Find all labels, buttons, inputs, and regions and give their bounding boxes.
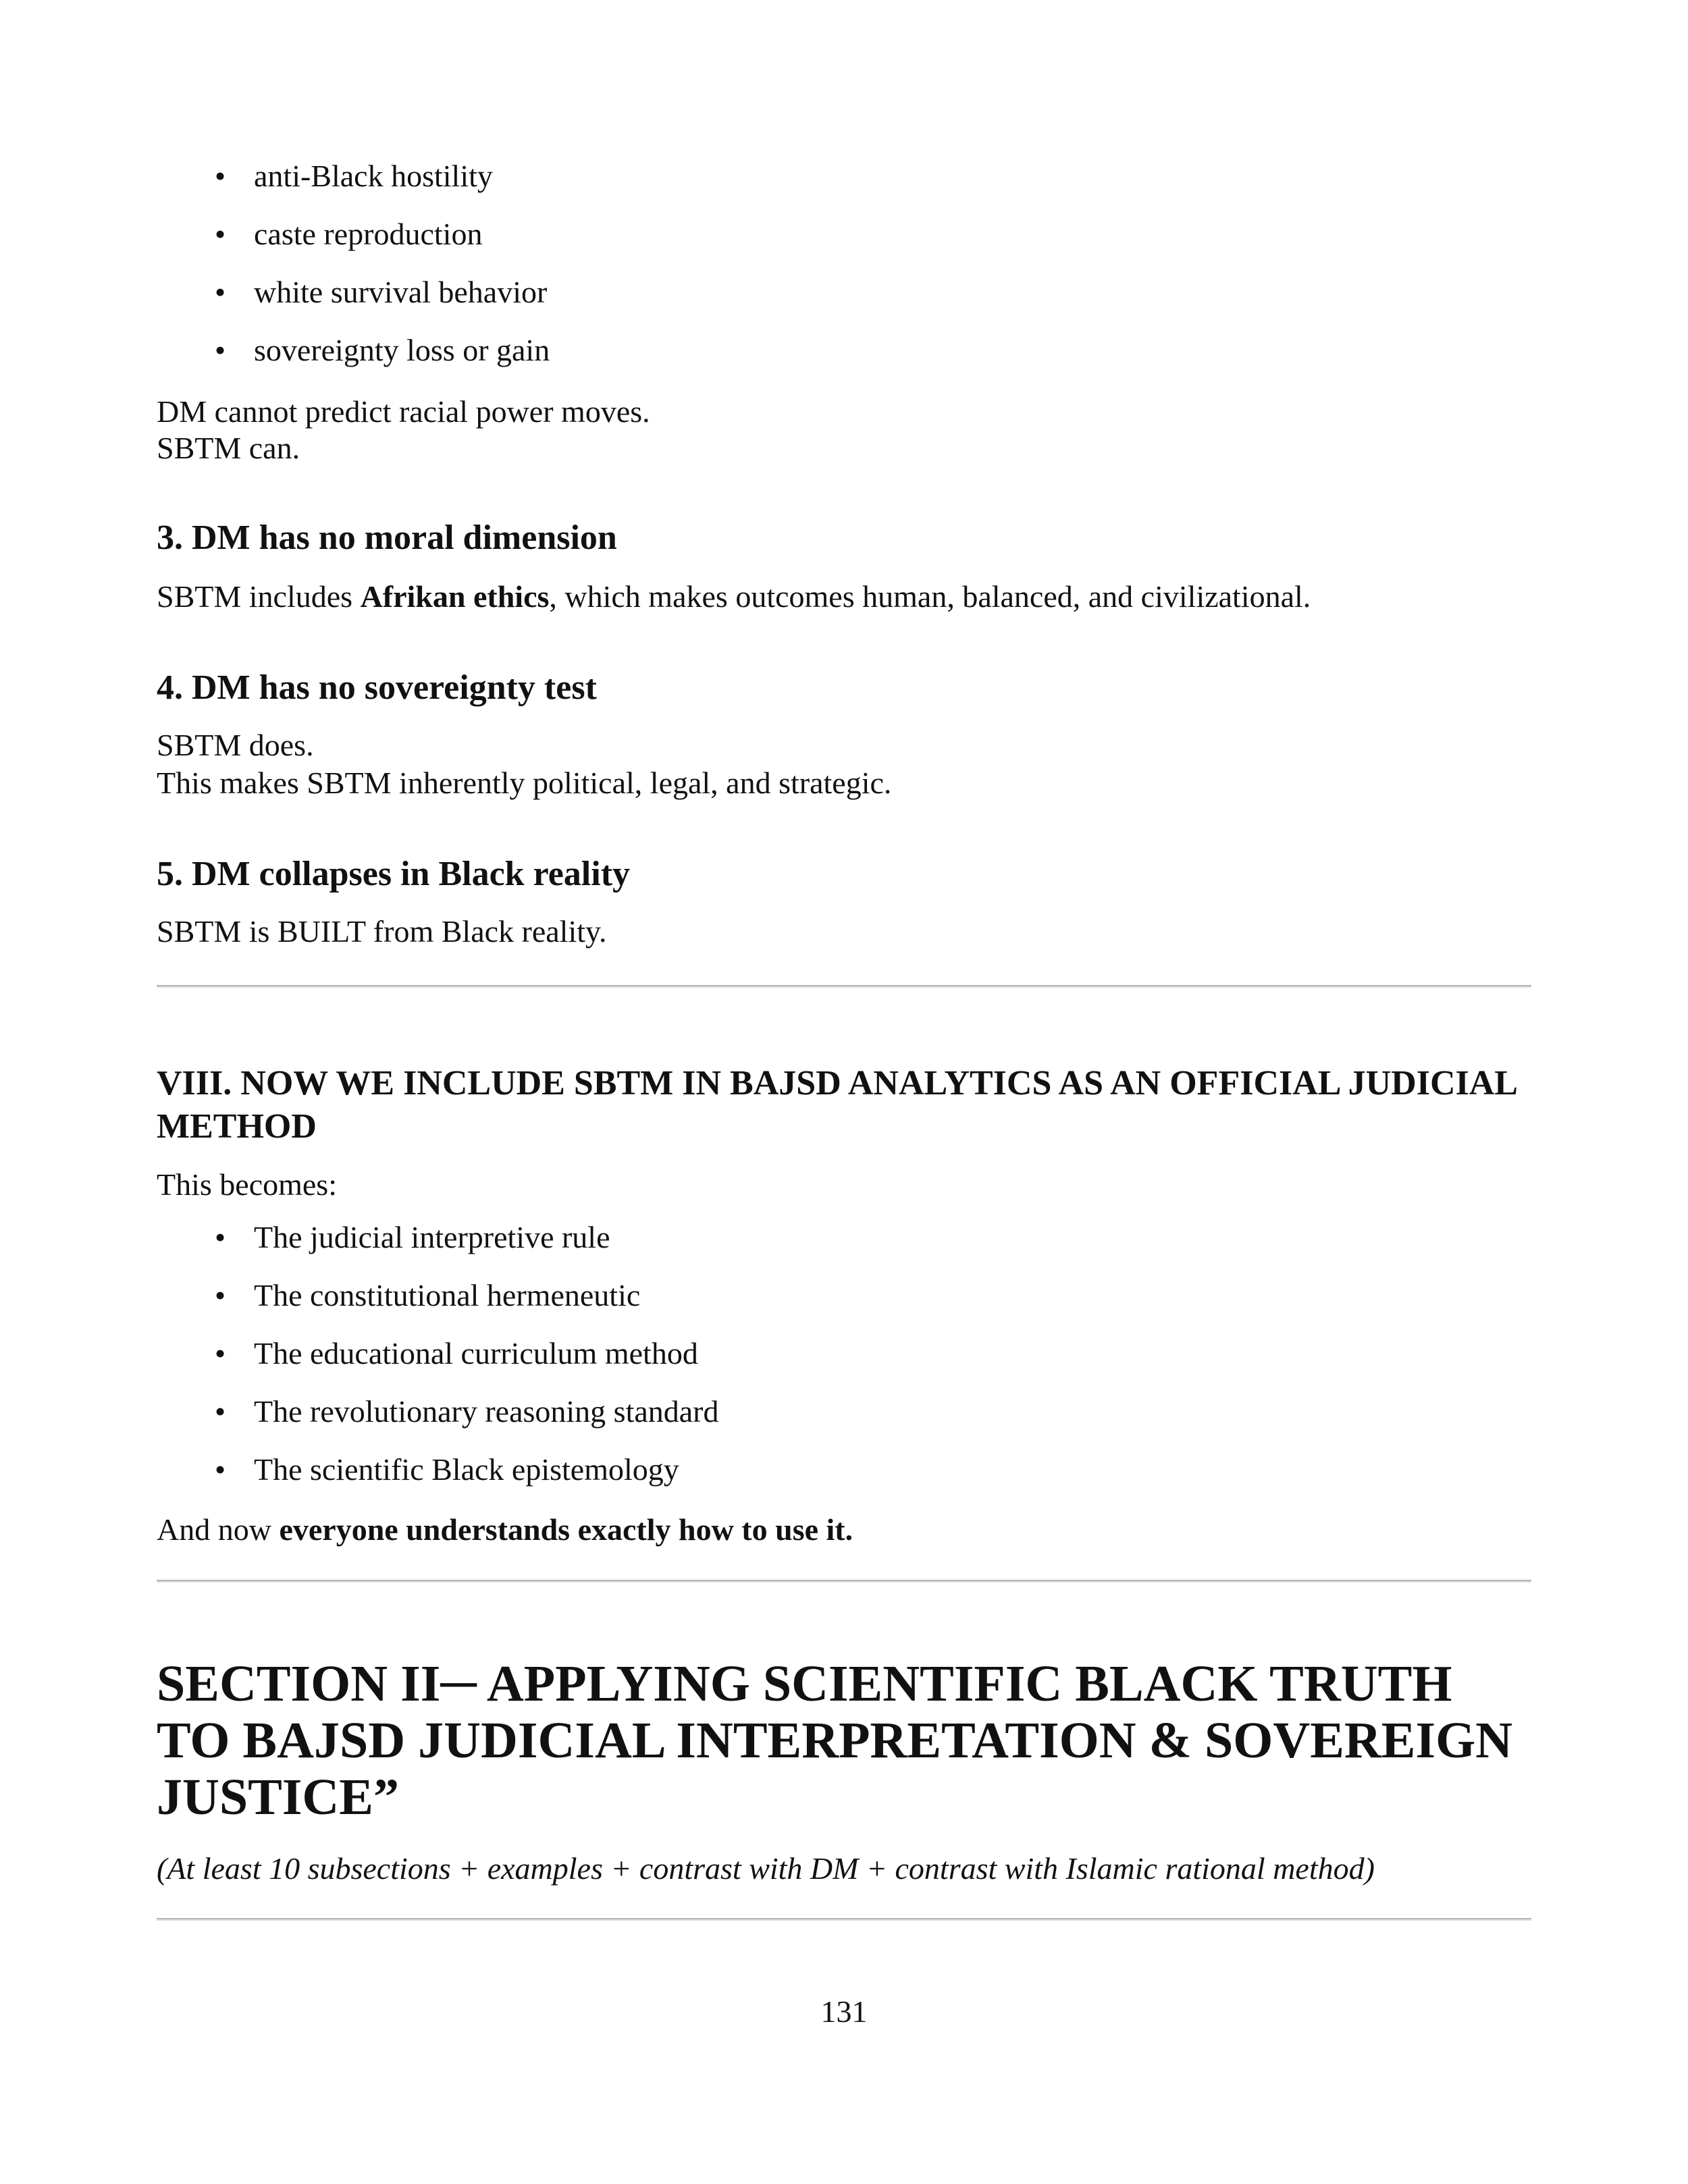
list-item xyxy=(157,205,1531,263)
list-item-text: The revolutionary reasoning standard xyxy=(254,1394,719,1429)
bullet-icon: • xyxy=(215,333,226,367)
paragraph-this-becomes: This becomes: xyxy=(157,1167,337,1202)
bullet-icon: • xyxy=(215,217,226,251)
horizontal-rule xyxy=(157,985,1531,988)
bullet-icon: • xyxy=(215,1220,226,1254)
paragraph-sbtm-can: SBTM can. xyxy=(157,431,300,465)
bullet-list-judicial-method xyxy=(157,1208,1531,1499)
horizontal-rule xyxy=(157,1580,1531,1582)
heading-3: 3. DM has no moral dimension xyxy=(157,518,617,557)
page-number: 131 xyxy=(820,1994,868,2029)
list-item-text: caste reproduction xyxy=(254,217,483,251)
bullet-icon: • xyxy=(215,1278,226,1312)
list-item xyxy=(157,263,1531,321)
paragraph-4-line1: SBTM does. xyxy=(157,728,314,762)
list-item xyxy=(157,1441,1531,1499)
paragraph-3-bold: Afrikan ethics xyxy=(360,579,550,614)
heading-5: 5. DM collapses in Black reality xyxy=(157,855,631,893)
list-item-text: white survival behavior xyxy=(254,275,548,309)
section-ii-heading: SECTION II─ APPLYING SCIENTIFIC BLACK TRUTH TO BAJSD JUDICIAL INTERPRETATION & SOVEREIGN JUSTICE” xyxy=(157,1655,1513,1826)
list-item-text: The judicial interpretive rule xyxy=(254,1220,610,1254)
bullet-icon: • xyxy=(215,275,226,309)
list-item xyxy=(157,321,1531,379)
list-item-text: The scientific Black epistemology xyxy=(254,1452,679,1487)
bullet-icon: • xyxy=(215,1394,226,1429)
list-item-text: anti-Black hostility xyxy=(254,159,493,193)
horizontal-rule xyxy=(157,1918,1531,1921)
paragraph-4-line2: This makes SBTM inherently political, legal, and strategic. xyxy=(157,766,892,800)
list-item xyxy=(157,1383,1531,1441)
list-item-text: The constitutional hermeneutic xyxy=(254,1278,641,1312)
bullet-icon: • xyxy=(215,1336,226,1370)
paragraph-3-text: SBTM includes xyxy=(157,579,361,614)
paragraph-and-now xyxy=(157,1511,853,1549)
list-item xyxy=(157,1325,1531,1383)
list-item xyxy=(157,1208,1531,1267)
bullet-icon: • xyxy=(215,1452,226,1487)
heading-viii: VIII. NOW WE INCLUDE SBTM IN BAJSD ANALYTICS AS AN OFFICIAL JUDICIAL METHOD xyxy=(157,1064,1516,1146)
section-ii-note: (At least 10 subsections + examples + contrast with DM + contrast with Islamic rational method) xyxy=(157,1851,1375,1886)
list-item-text: The educational curriculum method xyxy=(254,1336,698,1370)
paragraph-3 xyxy=(157,578,1311,616)
paragraph-3-text-end: , which makes outcomes human, balanced, and civilizational. xyxy=(549,579,1311,614)
list-item xyxy=(157,147,1531,205)
list-item-text: sovereignty loss or gain xyxy=(254,333,550,367)
bullet-icon: • xyxy=(215,159,226,193)
list-item xyxy=(157,1267,1531,1325)
paragraph-dm-cannot: DM cannot predict racial power moves. xyxy=(157,394,650,429)
bullet-list-dm-failures xyxy=(157,147,1531,379)
paragraph-5: SBTM is BUILT from Black reality. xyxy=(157,914,607,949)
paragraph-and-now-bold: everyone understands exactly how to use it. xyxy=(279,1512,853,1547)
paragraph-and-now-text: And now xyxy=(157,1512,280,1547)
heading-4: 4. DM has no sovereignty test xyxy=(157,668,597,707)
